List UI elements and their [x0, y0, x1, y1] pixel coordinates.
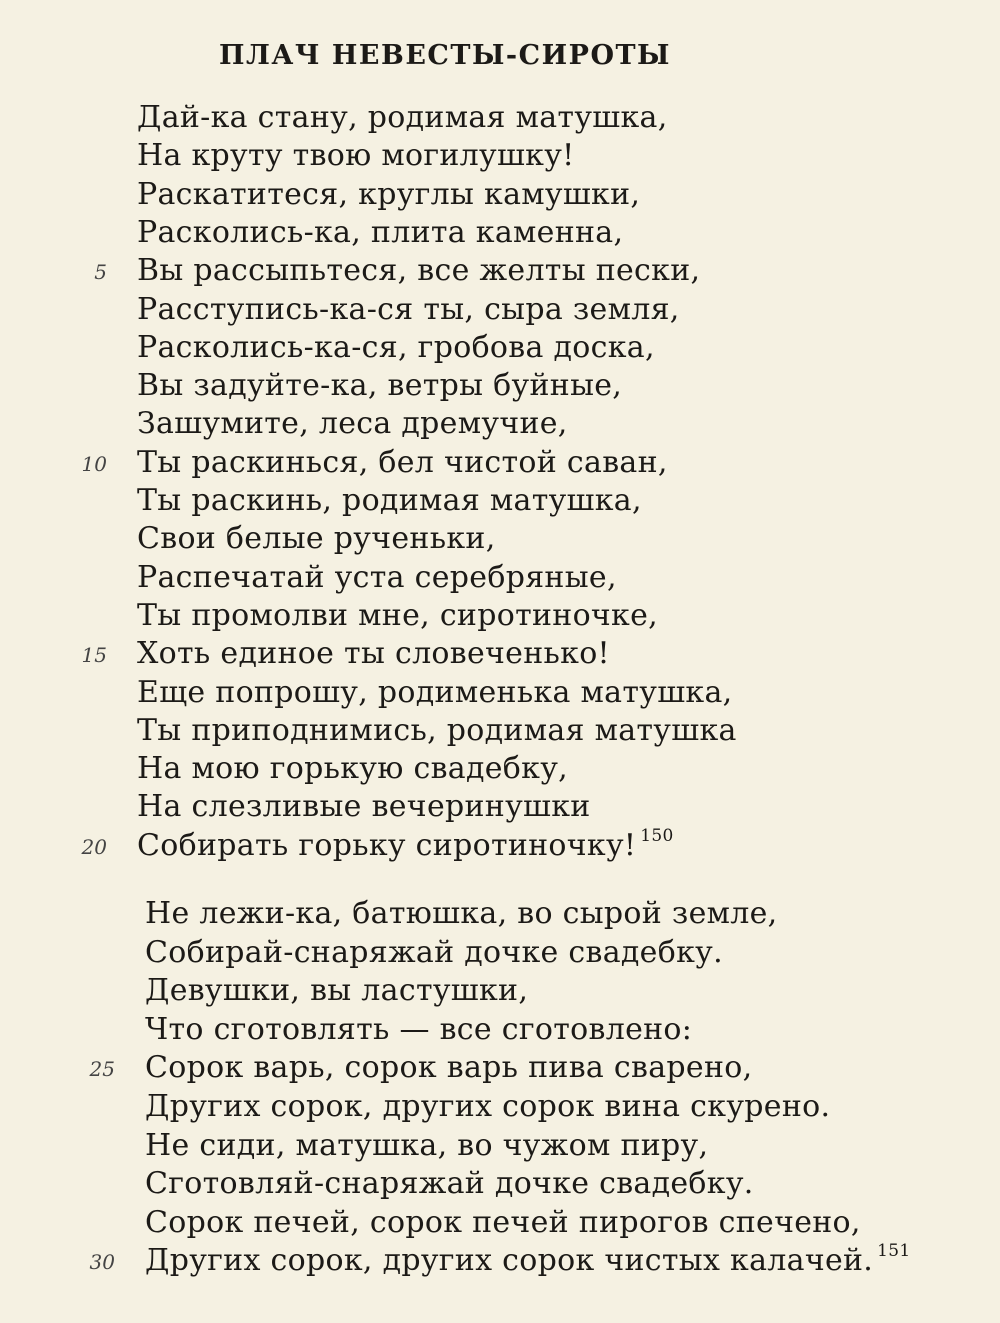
verse-text: Не сиди, матушка, во чужом пиру,: [145, 1127, 709, 1163]
verse-text: Вы рассыпьтеся, все желты пески,: [137, 253, 701, 289]
verse-text: На круту твою могилушку!: [137, 138, 575, 174]
verse-text: Свои белые рученьки,: [137, 521, 496, 557]
verse-text: Что сготовлять — все сготовлено:: [145, 1011, 693, 1047]
verse-text: Ты раскинься, бел чистой саван,: [137, 444, 668, 480]
verse-text: Хоть единое ты словеченько!: [137, 636, 610, 672]
verse-text: Распечатай уста серебряные,: [137, 559, 617, 595]
line-number: 20: [81, 834, 107, 859]
verse-text: Ты промолви мне, сиротиночке,: [137, 597, 658, 633]
poem-title: ПЛАЧ НЕВЕСТЫ-СИРОТЫ: [219, 40, 671, 71]
verse-text: Расступись-ка-ся ты, сыра земля,: [137, 291, 680, 327]
verse-text: Ты приподнимись, родимая матушка: [137, 712, 737, 748]
verse-text: Девушки, вы ластушки,: [145, 973, 529, 1009]
line-number: 30: [89, 1250, 115, 1275]
line-number: 15: [81, 643, 107, 668]
verse-text: Еще попрошу, родименька матушка,: [137, 674, 733, 710]
verse-text: На слезливые вечеринушки: [137, 789, 591, 825]
line-number: 5: [94, 260, 107, 285]
verse-text: Вы задуйте-ка, ветры буйные,: [137, 368, 623, 404]
verse-text: Расколись-ка, плита каменна,: [137, 214, 624, 250]
verse-text: Собирай-снаряжай дочке свадебку.: [145, 934, 723, 970]
footnote-marker: 150: [640, 825, 674, 846]
verse-text: Других сорок, других сорок вина скурено.: [145, 1089, 831, 1124]
verse-text: Раскатитеся, круглы камушки,: [137, 176, 641, 212]
verse-text: Не лежи-ка, батюшка, во сырой земле,: [145, 896, 778, 931]
line-number: 10: [81, 451, 107, 476]
verse-text: Других сорок, других сорок чистых калачей.: [145, 1243, 874, 1279]
footnote-marker: 151: [877, 1241, 911, 1262]
verse-text: Сготовляй-снаряжай дочке свадебку.: [145, 1166, 754, 1202]
line-number: 25: [89, 1057, 115, 1082]
verse-text: Расколись-ка-ся, гробова доска,: [137, 329, 655, 365]
verse-text: Сорок печей, сорок печей пирогов спечено,: [145, 1204, 861, 1240]
verse-text: Ты раскинь, родимая матушка,: [137, 483, 642, 518]
verse-text: Сорок варь, сорок варь пива сварено,: [145, 1050, 753, 1086]
verse-text: Дай-ка стану, родимая матушка,: [137, 100, 668, 135]
verse-text: Зашумите, леса дремучие,: [137, 406, 568, 442]
verse-text: Собирать горьку сиротиночку!: [137, 827, 637, 863]
verse-text: На мою горькую свадебку,: [137, 751, 569, 787]
